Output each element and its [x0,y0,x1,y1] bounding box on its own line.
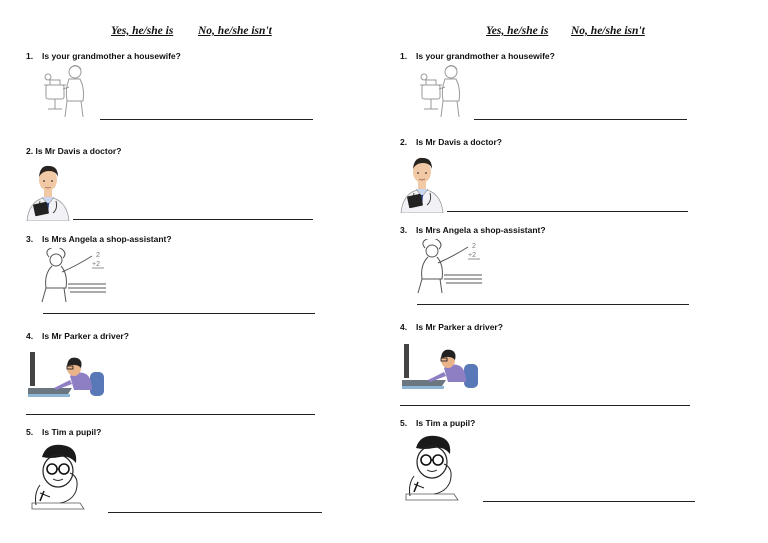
question-text: Is Mrs Angela a shop-assistant? [416,225,546,235]
question-number: 1. [26,51,34,61]
grandmother-cooking-icon [418,63,470,120]
question-4 [26,331,129,341]
question-2 [400,137,502,147]
header-no: No, he/she isn't [198,25,272,37]
question-number: 5. [400,418,408,428]
question-2 [26,146,121,156]
answer-line[interactable] [108,512,322,513]
question-text: Is Mr Davis a doctor? [35,146,122,156]
teacher-at-board-icon [40,248,108,304]
answer-line[interactable] [483,501,695,502]
question-text: Is Mr Parker a driver? [42,331,129,341]
board-number-top: 2 [96,252,100,259]
answer-line[interactable] [73,219,313,220]
doctor-icon [24,163,72,221]
answer-line[interactable] [26,414,315,415]
grandmother-cooking-icon [42,63,94,120]
question-text: Is Tim a pupil? [416,418,476,428]
answer-line[interactable] [474,119,687,120]
question-number: 2. [26,146,34,156]
question-text: Is Mrs Angela a shop-assistant? [42,234,172,244]
question-number: 1. [400,51,408,61]
question-1 [26,51,181,61]
worksheet-right [384,0,768,543]
board-number-bottom: +2 [468,252,476,259]
question-number: 3. [400,225,408,235]
board-number-bottom: +2 [92,261,100,268]
question-number: 2. [400,137,408,147]
question-number: 4. [26,331,34,341]
question-3 [26,234,172,244]
question-text: Is Mr Parker a driver? [416,322,503,332]
question-number: 3. [26,234,34,244]
question-number: 5. [26,427,34,437]
man-at-computer-icon [400,342,482,394]
question-text: Is your grandmother a housewife? [416,51,555,61]
question-5 [26,427,101,437]
header-yes: Yes, he/she is [111,25,174,37]
answer-line[interactable] [447,211,688,212]
question-3 [400,225,546,235]
question-4 [400,322,503,332]
boy-thinking-icon [400,434,470,502]
question-5 [400,418,475,428]
header-no: No, he/she isn't [571,25,645,37]
answer-line[interactable] [400,405,690,406]
boy-thinking-icon [26,443,96,511]
header-yes: Yes, he/she is [486,25,549,37]
question-text: Is Mr Davis a doctor? [416,137,502,147]
question-number: 4. [400,322,408,332]
board-number-top: 2 [472,243,476,250]
man-at-computer-icon [26,350,108,402]
question-1 [400,51,555,61]
doctor-icon [398,155,446,213]
question-text: Is your grandmother a housewife? [42,51,181,61]
teacher-at-board-icon [416,239,484,295]
answer-line[interactable] [43,313,315,314]
question-text: Is Tim a pupil? [42,427,102,437]
answer-line[interactable] [417,304,689,305]
answer-line[interactable] [100,119,313,120]
